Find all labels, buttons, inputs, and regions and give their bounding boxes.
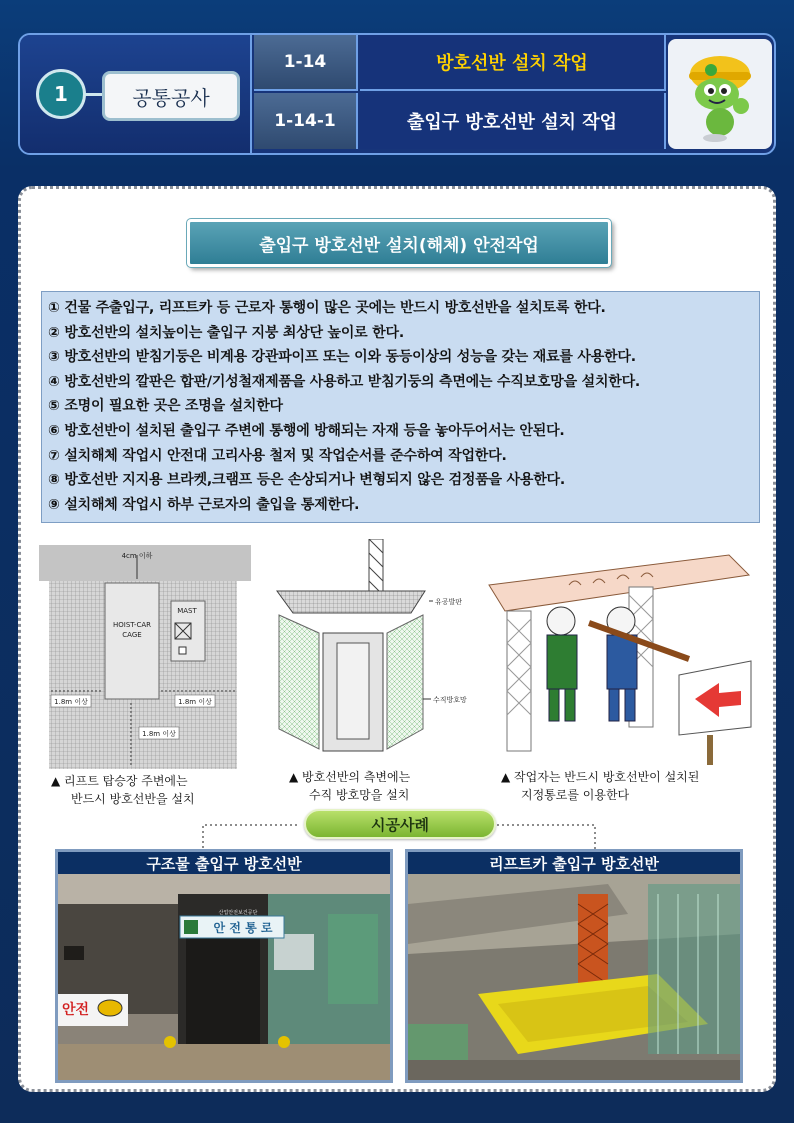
structure-entrance-photo: [58, 874, 390, 1080]
mascot-image: [668, 39, 772, 149]
rule-item: ① 건물 주출입구, 리프트카 등 근로자 통행이 많은 곳에는 반드시 방호선반을 설치토록 한다.: [48, 300, 606, 316]
safety-sign-small: 산업안전보건공단: [218, 910, 258, 916]
mast-label: MAST: [177, 607, 197, 615]
code-main: 1-14: [254, 35, 358, 91]
rule-item: ⑥ 방호선반이 설치된 출입구 주변에 통행에 방해되는 자재 등을 놓아두어서는 안된다.: [48, 422, 565, 439]
right-photo-title: 리프트카 출입구 방호선반: [408, 852, 740, 874]
fig1-caption-2: 반드시 방호선반을 설치: [71, 792, 195, 806]
section-number-badge: 1: [36, 69, 86, 119]
connector-line: [84, 93, 104, 96]
rule-item: ⑤ 조명이 필요한 곳은 조명을 설치한다: [48, 398, 283, 415]
code-sub: 1-14-1: [254, 93, 358, 149]
fig2-caption-2: 수직 방호망을 설치: [309, 788, 410, 802]
rule-item: ⑦ 설치해체 작업시 안전대 고리사용 철저 및 작업순서를 준수하여 작업한다.: [48, 447, 507, 464]
fig1-caption-1: ▲ 리프트 탑승장 주변에는: [51, 774, 188, 788]
case-examples-label: 시공사례: [304, 809, 496, 839]
left-dim-label: 1.8m 이상: [54, 698, 88, 706]
rule-item: ⑨ 설치해체 작업시 하부 근로자의 출입을 통제한다.: [48, 496, 360, 513]
header-band: [18, 33, 776, 155]
workers-illustration: [479, 539, 759, 767]
rule-item: ④ 방호선반의 깔판은 합판/기성철재제품을 사용하고 받침기둥의 측면에는 수직보호망을 설치한다.: [48, 373, 641, 390]
cage-label-2: CAGE: [122, 631, 142, 639]
fig3-caption-1: ▲ 작업자는 반드시 방호선반이 설치된: [501, 770, 700, 784]
rules-list: [41, 291, 760, 523]
lift-entrance-photo: [408, 874, 740, 1080]
content-panel: [18, 186, 776, 1092]
rule-item: ③ 방호선반의 받침기둥은 비계용 강관파이프 또는 이와 동등이상의 성능을 갖는 재료를 사용한다.: [48, 349, 636, 366]
rule-item: ⑧ 방호선반 지지용 브라켓,크램프 등은 손상되거나 변형되지 않은 검정품을 사용한다.: [48, 472, 565, 489]
fig3-caption-2: 지정통로를 이용한다: [521, 788, 630, 802]
structure-entrance-photo-frame: [55, 849, 393, 1083]
title-main: 방호선반 설치 작업: [360, 35, 666, 91]
mesh-label: 수직방호망: [433, 696, 467, 704]
rule-item: ② 방호선반의 설치높이는 출입구 지붕 최상단 높이로 한다.: [48, 324, 404, 341]
hoist-plan-diagram: [39, 543, 251, 769]
left-photo-title: 구조물 출입구 방호선반: [58, 852, 390, 874]
bottom-dim-label: 1.8m 이상: [142, 730, 176, 738]
top-dim-label: 4cm 이하: [121, 552, 153, 560]
left-banner-text: 안전: [62, 1002, 90, 1018]
cage-label-1: HOIST-CAR: [113, 621, 151, 629]
mascot-icon: [675, 44, 765, 144]
section-banner: 출입구 방호선반 설치(해체) 안전작업: [187, 219, 611, 267]
right-dim-label: 1.8m 이상: [178, 698, 212, 706]
guard-shelf-elevation-diagram: [257, 539, 471, 769]
deck-label: 유공발판: [435, 598, 463, 606]
lift-entrance-photo-frame: [405, 849, 743, 1083]
section-block: [20, 35, 252, 153]
category-label: 공통공사: [102, 71, 240, 121]
title-sub: 출입구 방호선반 설치 작업: [360, 93, 666, 149]
fig2-caption-1: ▲ 방호선반의 측변에는: [289, 770, 411, 784]
safety-passage-sign: 안 전 통 로: [213, 921, 273, 935]
